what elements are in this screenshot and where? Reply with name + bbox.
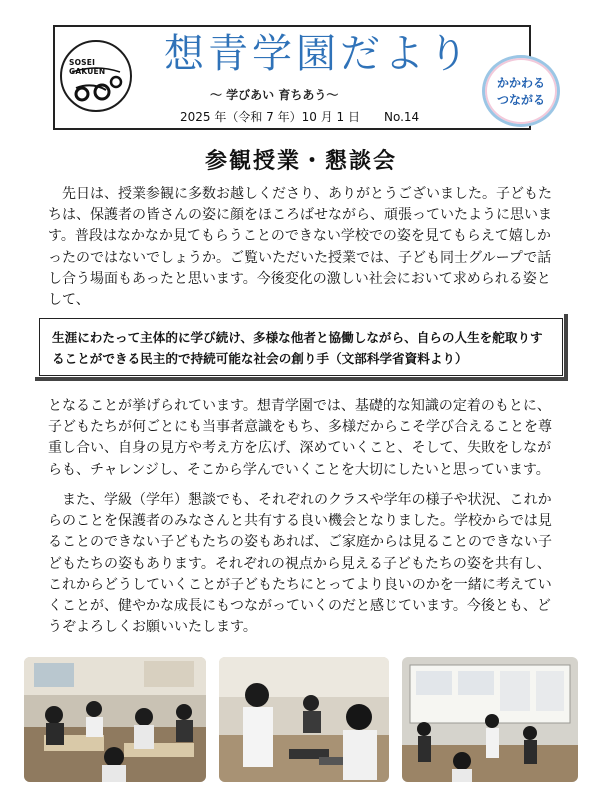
article-paragraph-3: また、学級（学年）懇談でも、それぞれのクラスや学年の様子や状況、これからのことを保護者のみなさんと共有する良い機会となりました。学校からでは見ることのできない子どもたちの姿もあれば、ご家庭からは見ることのできない子どもたちの姿もあります。それぞれの視点から見える子どもたちの姿を共有し、これからどうしていくことが子どもたちにとってより良いのかを一緒に考えていくことが、健やかな成長にもつながっていくのだと感じています。今後とも、どうぞよろしくお願いいたします。	[48, 492, 552, 636]
newsletter-subtitle: ～ 学びあい 育ちあう～	[210, 88, 339, 102]
badge-line-1: かかわる	[496, 76, 545, 90]
classroom-photo-2	[219, 657, 389, 782]
motto-badge	[482, 55, 560, 127]
article-paragraph-2: となることが挙げられています。想青学園では、基礎的な知識の定着のもとに、子どもたちが何ごとにも当事者意識をもち、多様だからこそ学び合えることを尊重し合い、自身の見方や考え方を広げ、深めていくこと、そして、失敗をしながらも、チャレンジし、そこから学んでいくことを大切にしたいと思っています。	[48, 398, 552, 478]
logo-text: SOSEI GAKUEN	[69, 58, 106, 76]
article-paragraph-1: 先日は、授業参観に多数お越しくださり、ありがとうございました。子どもたちは、保護者の皆さんの姿に顔をほころばせながら、頑張っていたように思います。普段はなかなか見てもらうことのできない学校での姿を見てもらえて嬉しかったのではないでしょうか。ご覧いただいた授業では、子ども同士グループで話し合う場面もあったと思います。今後変化の激しい社会において求められる姿として、	[48, 186, 552, 309]
logo-graphic-icon	[62, 42, 130, 110]
issue-dateline: 2025 年（令和 7 年）10 月 1 日 No.14	[180, 110, 420, 124]
quote-text: 生涯にわたって主体的に学び続け、多様な他者と協働しながら、自らの人生を舵取りすることができる民主的で持続可能な社会の創り手（文部科学省資料より）	[52, 330, 543, 366]
article-headline: 参観授業・懇談会	[204, 149, 397, 174]
newsletter-title: 想青学園だより	[164, 31, 472, 77]
badge-line-2: つながる	[496, 93, 545, 107]
quote-box	[39, 318, 563, 376]
classroom-photo-1	[24, 657, 206, 782]
school-logo	[60, 40, 132, 112]
classroom-photo-3	[402, 657, 578, 782]
